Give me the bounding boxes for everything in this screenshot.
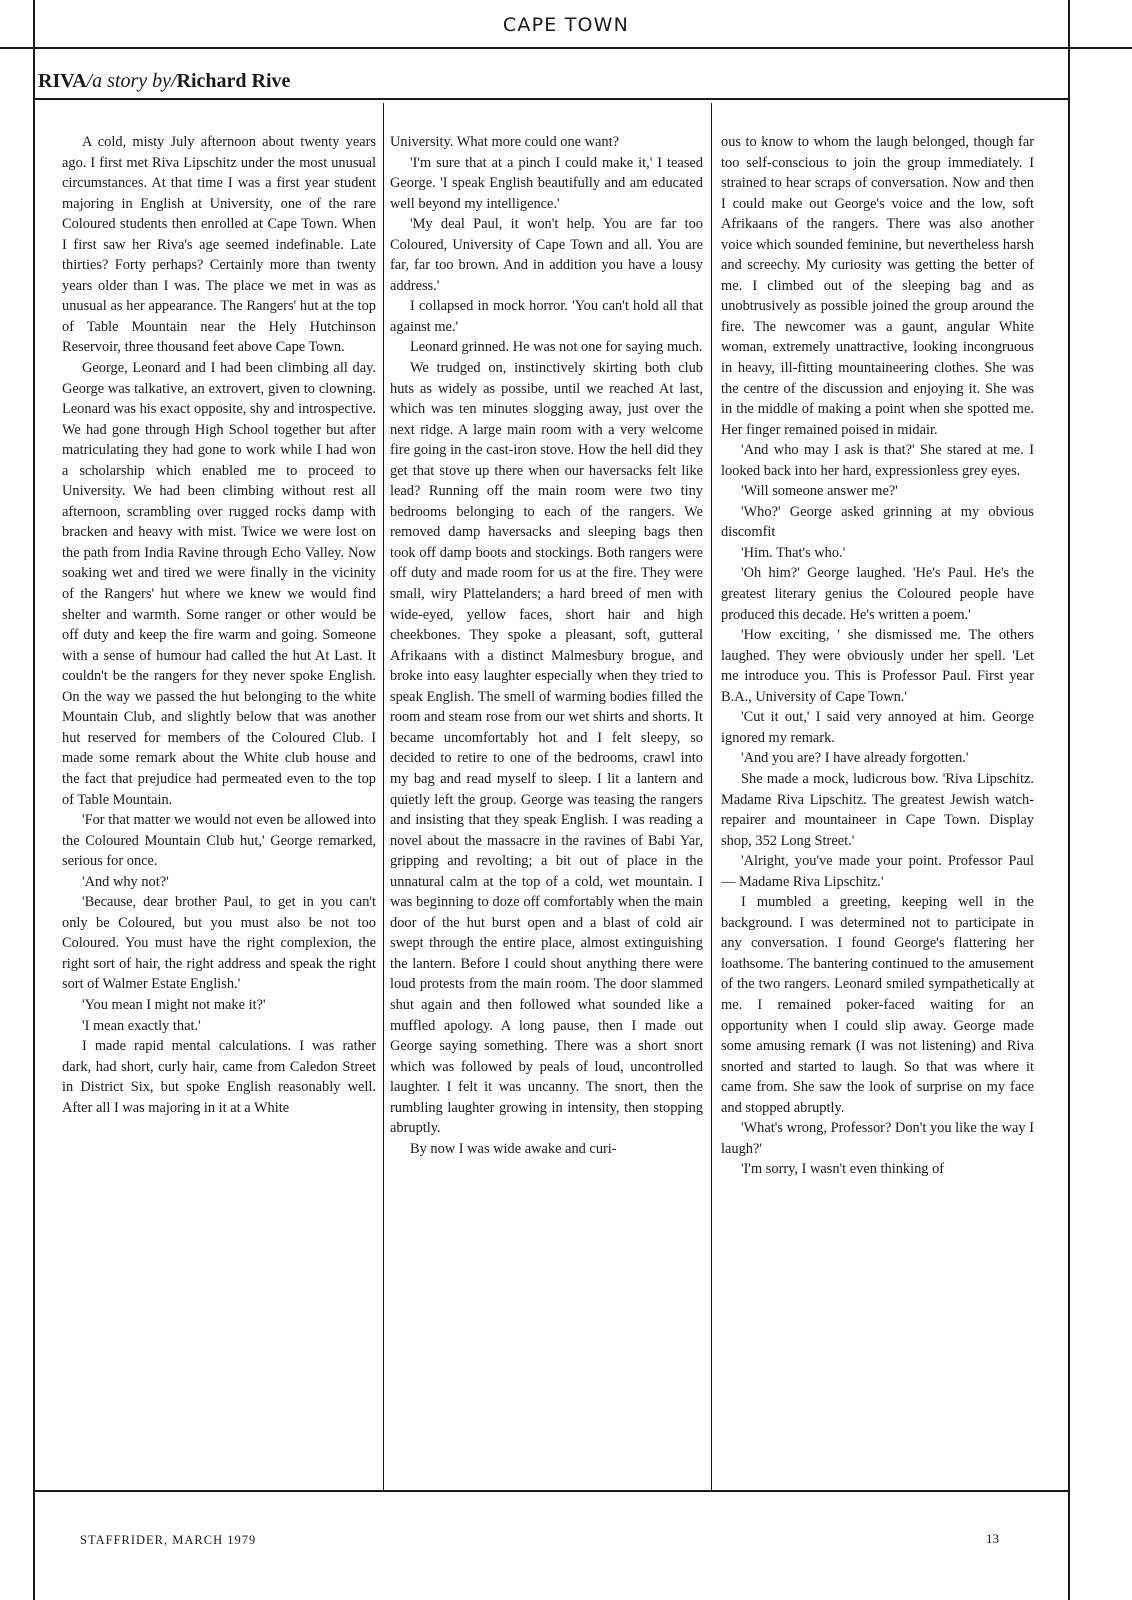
paragraph: 'And who may I ask is that?' She stared at me. I looked back into her hard, expressionless grey eyes. [721, 442, 1034, 479]
column-divider-2 [711, 103, 712, 1490]
paragraph: 'My deal Paul, it won't help. You are far too Coloured, University of Cape Town and all. You are far, far too brown. And in addition you have a lousy address.' [390, 216, 703, 294]
text-column-2 [390, 132, 703, 1512]
paragraph: 'I'm sure that at a pinch I could make it,' I teased George. 'I speak English beautifully and am educated well beyond my intelligence.' [390, 154, 703, 212]
text-column-1 [62, 132, 376, 1512]
paragraph: Leonard grinned. He was not one for saying much. [410, 339, 703, 356]
paragraph: 'Who?' George asked grinning at my obvious discomfit [721, 503, 1034, 541]
paragraph: She made a mock, ludicrous bow. 'Riva Lipschitz. Madame Riva Lipschitz. The greatest Jewish watch-repairer and mountaineer in Cape Town. Display shop, 352 Long Street.' [721, 770, 1034, 849]
paragraph: 'For that matter we would not even be allowed into the Coloured Mountain Club hut,' George remarked, serious for once. [62, 812, 376, 870]
paragraph: 'Alright, you've made your point. Professor Paul — Madame Riva Lipschitz.' [721, 853, 1034, 890]
frame-right-rule [1068, 0, 1070, 1600]
paragraph: 'And you are? I have already forgotten.' [741, 750, 969, 767]
publication-footer: STAFFRIDER, MARCH 1979 [80, 1533, 257, 1547]
page-number: 13 [986, 1531, 999, 1546]
paragraph: 'I'm sorry, I wasn't even thinking of [741, 1161, 945, 1178]
paragraph: I made rapid mental calculations. I was rather dark, had short, curly hair, came from Caledon Street in District Six, but spoke English reasonably well. After all I was majoring in it at a White [62, 1038, 376, 1116]
paragraph: We trudged on, instinctively skirting both club huts as widely as possibe, until we reached At last, which was ten minutes slogging away, just over the next ridge. A large main room with a very welcome fire going in the cast-iron stove. How the hell did they get that stove up there when our haversacks felt like lead? Running off the main room were two tiny bedrooms belonging to each of the rangers. We removed damp haversacks and sleeping bags then took off damp boots and stockings. Both rangers were off duty and made room for us at the fire. They were small, wiry Plattelanders; a hard breed of men with wide-eyed, yellow faces, short hair and high cheekbones. They spoke a pleasant, soft, gutteral Afrikaans with a distinct Malmesbury brogue, and broke into easy laughter especially when they tried to speak English. The smell of warming bodies filled the room and steam rose from our wet shirts and shorts. It became uncomfortably hot and I felt sleepy, so decided to retire to one of the bedrooms, crawl into my bag and read myself to sleep. I lit a lantern and quietly left the group. George was teasing the rangers and insisting that they speak English. I was reading a novel about the massacre in the ravines of Babi Yar, gripping and revolting; a bit out of place in the unnatural calm at the top of a cold, wet mountain. I was beginning to doze off comfortably when the main door of the hut burst open and a blast of cold air swept through the entire place, almost extinguishing the lantern. Before I could shout anything there were loud protests from the main room. The door slammed shut again and then followed what sounded like a muffled apology. A long pause, then I made out George saying something. There was a short snort which was followed by peals of loud, uncontrolled laughter. I felt it was uncanny. The snort, then the rumbling laughter growing in intensity, then stopping abruptly. [390, 360, 703, 1137]
paragraph: 'What's wrong, Professor? Don't you like the way I laugh?' [721, 1120, 1034, 1157]
paragraph: A cold, misty July afternoon about twenty years ago. I first met Riva Lipschitz under the most unusual circumstances. At that time I was a first year student majoring in English at University, one of the rare Coloured students then enrolled at Cape Town. When I first saw her Riva's age seemed indefinable. Late thirties? Forty perhaps? Certainly more than twenty years older than I was. The place we met in was as unusual as her appearance. The Rangers' hut at the top of Table Mountain near the Hely Hutchinson Reservoir, three thousand feet above Cape Town. [62, 134, 376, 356]
paragraph: George, Leonard and I had been climbing all day. George was talkative, an extrovert, given to clowning. Leonard was his exact opposite, shy and introspective. We had gone through High School together but after matriculating they had gone to work while I had won a scholarship which enabled me to proceed to University. We had been climbing without rest all afternoon, scrambling over rugged rocks damp with bracken and heavy with mist. Twice we were lost on the path from India Ravine through Echo Valley. Now soaking wet and tired we were finally in the vicinity of the Rangers' hut where we knew we would find shelter and warmth. Some ranger or other would be off duty and keep the fire warm and going. Someone with a sense of humour had called the hut At Last. It couldn't be the rangers for they never spoke English. On the way we passed the hut belonging to the white Mountain Club, and slightly below that was another hut reserved for members of the Coloured Club. I made some remark about the White club house and the fact that prejudice had permeated even to the top of Table Mountain. [62, 360, 376, 808]
column-divider-1 [383, 103, 384, 1490]
paragraph: By now I was wide awake and curi- [410, 1140, 617, 1157]
title-bottom-rule [33, 98, 1069, 100]
story-title: RIVA [38, 70, 87, 92]
frame-left-rule [33, 0, 35, 1600]
story-author: Richard Rive [176, 70, 291, 92]
paragraph: 'Will someone answer me?' [741, 483, 898, 500]
text-column-3 [721, 132, 1034, 1512]
paragraph: ous to know to whom the laugh belonged, though far too self-conscious to join the group immediately. I strained to hear scraps of conversation. Now and then I could make out George's voice and the low, soft Afrikaans of the rangers. There was also another voice which sounded feminine, but nevertheless harsh and screechy. My curiosity was getting the better of me. I climbed out of the sleeping bag and as unobtrusively as possible joined the group around the fire. The newcomer was a gaunt, angular White woman, extremely unattractive, looking incongruous in heavy, ill-fitting mountaineering clothes. She was the centre of the discussion and enjoying it. She was in the middle of making a point when she spotted me. Her finger remained poised in midair. [721, 134, 1034, 438]
paragraph: 'You mean I might not make it?' [82, 996, 266, 1013]
paragraph: 'Him. That's who.' [741, 544, 846, 561]
paragraph: 'Oh him?' George laughed. 'He's Paul. He's the greatest literary genius the Coloured people have produced this decade. He's written a poem.' [721, 565, 1034, 623]
header-bottom-rule [0, 47, 1132, 49]
paragraph: University. What more could one want? [390, 134, 619, 150]
paragraph: 'I mean exactly that.' [82, 1017, 201, 1034]
paragraph: 'Cut it out,' I said very annoyed at him. George ignored my remark. [721, 709, 1034, 746]
paragraph: 'And why not?' [82, 873, 169, 890]
paragraph: 'Because, dear brother Paul, to get in you can't only be Coloured, but you must also be not too Coloured. You must have the right complexion, the right sort of hair, the right address and speak the right sort of Walmer Estate English.' [62, 894, 376, 993]
story-headline [38, 70, 290, 93]
paragraph: I collapsed in mock horror. 'You can't hold all that against me.' [390, 298, 703, 335]
paragraph: I mumbled a greeting, keeping well in the background. I was determined not to participate in any conversation. I found George's flattering her loathsome. The bantering continued to the amusement of the two rangers. Leonard smiled sympathetically at me. I remained poker-faced waiting for an opportunity when I could slip away. George made some amusing remark (I was not listening) and Riva snorted and started to laugh. So that was where it came from. She saw the look of surprise on my face and stopped abruptly. [721, 894, 1034, 1116]
paragraph: 'How exciting, ' she dismissed me. The others laughed. They were obviously under her spell. 'Let me introduce you. This is Professor Paul. First year B.A., University of Cape Town.' [721, 627, 1034, 705]
story-byline: /a story by/ [86, 70, 177, 92]
section-title: CAPE TOWN [502, 14, 630, 36]
